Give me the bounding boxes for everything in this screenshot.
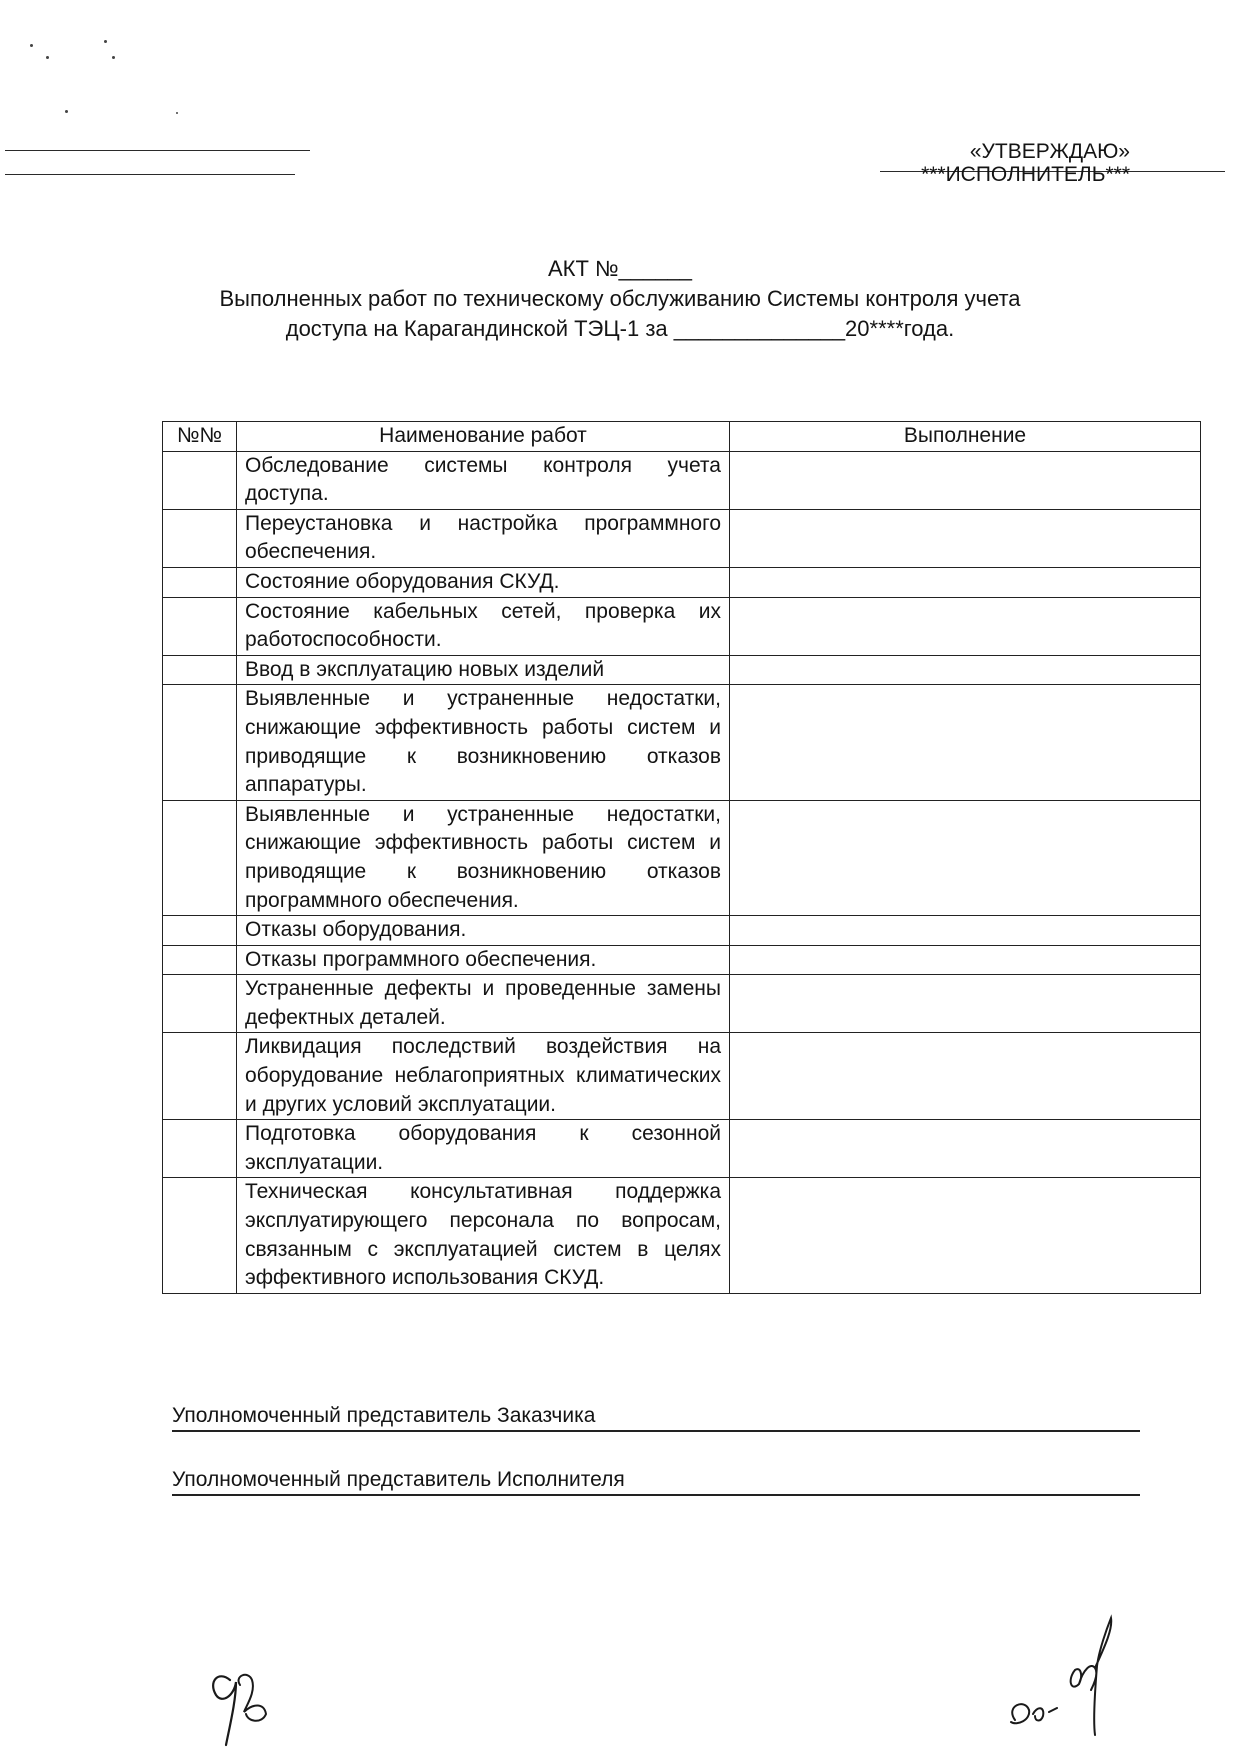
scan-speck <box>176 112 178 114</box>
row-number <box>163 685 237 800</box>
table-row <box>163 800 1201 915</box>
row-number <box>163 509 237 567</box>
row-number <box>163 451 237 509</box>
table-row <box>163 945 1201 975</box>
approval-block <box>921 140 1130 186</box>
completion-cell[interactable] <box>730 975 1201 1033</box>
customer-representative-label: Уполномоченный представитель Заказчика <box>172 1404 596 1427</box>
row-number <box>163 975 237 1033</box>
table-row <box>163 567 1201 597</box>
completion-cell[interactable] <box>730 945 1201 975</box>
work-name: Выявленные и устраненные недостатки, снижающие эффективность работы систем и приводящие к возникновению отказов программного обеспечения. <box>237 800 730 915</box>
works-table <box>162 421 1201 1294</box>
approve-label: «УТВЕРЖДАЮ» <box>969 140 1130 163</box>
column-header-completion: Выполнение <box>730 422 1201 452</box>
handwritten-signature-left <box>200 1640 290 1750</box>
work-name: Обследование системы контроля учета доступа. <box>237 451 730 509</box>
row-number <box>163 800 237 915</box>
table-row <box>163 509 1201 567</box>
table-row <box>163 655 1201 685</box>
work-name: Отказы программного обеспечения. <box>237 945 730 975</box>
completion-cell[interactable] <box>730 1033 1201 1120</box>
header-rule-left-1 <box>5 150 310 151</box>
table-row <box>163 451 1201 509</box>
work-name: Ликвидация последствий воздействия на оборудование неблагоприятных климатических и других условий эксплуатации. <box>237 1033 730 1120</box>
handwritten-signature-right <box>995 1610 1145 1740</box>
work-name: Состояние оборудования СКУД. <box>237 567 730 597</box>
scan-speck <box>65 110 68 113</box>
completion-cell[interactable] <box>730 655 1201 685</box>
executor-label: ***ИСПОЛНИТЕЛЬ*** <box>921 163 1130 186</box>
scan-speck <box>30 44 33 47</box>
work-name: Выявленные и устраненные недостатки, снижающие эффективность работы систем и приводящие к возникновению отказов аппаратуры. <box>237 685 730 800</box>
completion-cell[interactable] <box>730 597 1201 655</box>
work-name: Отказы оборудования. <box>237 916 730 946</box>
act-number: АКТ №______ <box>547 256 693 281</box>
act-title-line-2: доступа на Карагандинской ТЭЦ-1 за ______________20****года. <box>285 316 955 341</box>
header-rule-left-2 <box>5 174 295 175</box>
scan-speck <box>104 40 107 43</box>
contractor-representative-line[interactable] <box>172 1468 1140 1496</box>
row-number <box>163 916 237 946</box>
completion-cell[interactable] <box>730 509 1201 567</box>
work-name: Подготовка оборудования к сезонной эксплуатации. <box>237 1120 730 1178</box>
act-title-line-1: Выполненных работ по техническому обслуживанию Системы контроля учета <box>219 286 1021 311</box>
work-name: Техническая консультативная поддержка эксплуатирующего персонала по вопросам, связанным с эксплуатацией систем в целях эффективного использования СКУД. <box>237 1178 730 1293</box>
work-name: Ввод в эксплуатацию новых изделий <box>237 655 730 685</box>
completion-cell[interactable] <box>730 1120 1201 1178</box>
table-row <box>163 916 1201 946</box>
row-number <box>163 1120 237 1178</box>
contractor-representative-label: Уполномоченный представитель Исполнителя <box>172 1468 625 1491</box>
column-header-work-name: Наименование работ <box>237 422 730 452</box>
table-row <box>163 597 1201 655</box>
row-number <box>163 945 237 975</box>
scan-speck <box>46 56 49 59</box>
table-row <box>163 975 1201 1033</box>
table-row <box>163 1178 1201 1293</box>
column-header-number: №№ <box>163 422 237 452</box>
work-name: Состояние кабельных сетей, проверка их работоспособности. <box>237 597 730 655</box>
completion-cell[interactable] <box>730 800 1201 915</box>
row-number <box>163 567 237 597</box>
row-number <box>163 1178 237 1293</box>
table-row <box>163 1120 1201 1178</box>
completion-cell[interactable] <box>730 567 1201 597</box>
scan-speck <box>112 56 115 59</box>
completion-cell[interactable] <box>730 1178 1201 1293</box>
work-name: Переустановка и настройка программного обеспечения. <box>237 509 730 567</box>
row-number <box>163 655 237 685</box>
completion-cell[interactable] <box>730 451 1201 509</box>
table-header-row <box>163 422 1201 452</box>
customer-representative-line[interactable] <box>172 1404 1140 1432</box>
completion-cell[interactable] <box>730 685 1201 800</box>
row-number <box>163 1033 237 1120</box>
row-number <box>163 597 237 655</box>
work-name: Устраненные дефекты и проведенные замены дефектных деталей. <box>237 975 730 1033</box>
table-row <box>163 1033 1201 1120</box>
completion-cell[interactable] <box>730 916 1201 946</box>
table-row <box>163 685 1201 800</box>
act-title-block <box>0 254 1240 344</box>
